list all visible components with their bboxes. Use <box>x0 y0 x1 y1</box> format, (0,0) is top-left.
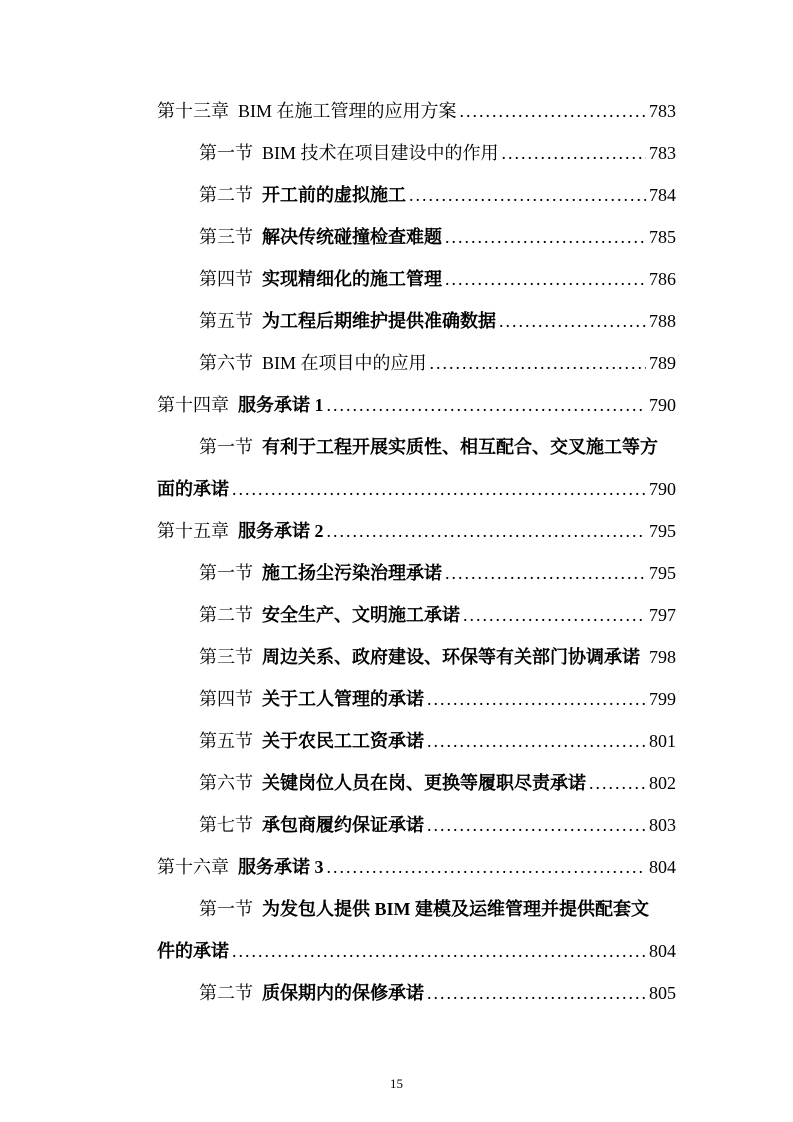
page-number: 15 <box>390 1076 403 1091</box>
toc-entry-label: 第六节 <box>199 353 253 373</box>
toc-entry-title: 施工扬尘污染治理承诺 <box>262 563 442 583</box>
table-of-contents <box>157 90 676 1014</box>
toc-entry-page-number: 803 <box>649 815 676 835</box>
toc-entry-title: 安全生产、文明施工承诺 <box>262 605 460 625</box>
toc-entry-label: 第三节 <box>199 227 253 247</box>
toc-entry-label: 第五节 <box>199 731 253 751</box>
toc-entry-page-number: 802 <box>649 773 676 793</box>
toc-entry-page-number: 795 <box>649 521 676 541</box>
toc-entry-page-number: 797 <box>649 605 676 625</box>
toc-entry[interactable] <box>157 888 676 930</box>
toc-entry-title: BIM 在项目中的应用 <box>262 353 427 373</box>
toc-entry-title: 实现精细化的施工管理 <box>262 269 442 289</box>
toc-entry[interactable] <box>157 384 676 426</box>
toc-entry[interactable] <box>157 300 676 342</box>
toc-entry-label: 第十六章 <box>157 857 229 877</box>
leader-dots <box>409 174 646 216</box>
toc-entry-title: 服务承诺 2 <box>238 521 324 541</box>
toc-entry-page-number: 789 <box>649 353 676 373</box>
toc-entry-label: 第十三章 <box>157 101 229 121</box>
toc-entry-title: BIM 技术在项目建设中的作用 <box>262 143 499 163</box>
leader-dots <box>427 720 646 762</box>
toc-entry-page-number: 783 <box>649 101 676 121</box>
leader-dots <box>232 468 646 510</box>
leader-dots <box>589 762 646 804</box>
leader-dots <box>463 594 646 636</box>
toc-entry[interactable] <box>157 846 676 888</box>
toc-entry-page-number: 786 <box>649 269 676 289</box>
toc-entry-label: 第七节 <box>199 815 253 835</box>
toc-entry[interactable] <box>157 972 676 1014</box>
toc-entry-title: 周边关系、政府建设、环保等有关部门协调承诺 <box>262 647 640 667</box>
toc-entry-title: 关于农民工工资承诺 <box>262 731 424 751</box>
toc-entry[interactable] <box>157 720 676 762</box>
toc-entry-page-number: 804 <box>649 857 676 877</box>
toc-entry[interactable] <box>157 342 676 384</box>
toc-entry[interactable] <box>157 216 676 258</box>
leader-dots <box>327 384 647 426</box>
toc-entry[interactable] <box>157 90 676 132</box>
toc-entry-label: 第一节 <box>199 563 253 583</box>
toc-entry-page-number: 805 <box>649 983 676 1003</box>
toc-entry-page-number: 801 <box>649 731 676 751</box>
toc-entry[interactable] <box>157 762 676 804</box>
toc-entry-label: 第十五章 <box>157 521 229 541</box>
toc-entry-title: BIM 在施工管理的应用方案 <box>238 101 457 121</box>
toc-entry-page-number: 783 <box>649 143 676 163</box>
toc-entry[interactable] <box>157 258 676 300</box>
toc-entry-title: 关键岗位人员在岗、更换等履职尽责承诺 <box>262 773 586 793</box>
toc-entry-page-number: 790 <box>649 395 676 415</box>
toc-entry-label: 第一节 <box>199 437 253 457</box>
toc-entry-label: 第五节 <box>199 311 253 331</box>
toc-entry-page-number: 788 <box>649 311 676 331</box>
toc-entry-page-number: 804 <box>649 941 676 961</box>
toc-entry-label: 第二节 <box>199 605 253 625</box>
toc-entry-page-number: 785 <box>649 227 676 247</box>
toc-entry[interactable] <box>157 804 676 846</box>
toc-entry[interactable] <box>157 132 676 174</box>
toc-entry-label: 第十四章 <box>157 395 229 415</box>
leader-dots <box>445 216 646 258</box>
toc-entry-title: 服务承诺 1 <box>238 395 324 415</box>
toc-entry-label: 第一节 <box>199 899 253 919</box>
leader-dots <box>445 258 646 300</box>
leader-dots <box>499 300 646 342</box>
toc-entry[interactable] <box>157 552 676 594</box>
toc-entry-page-number: 784 <box>649 185 676 205</box>
toc-entry[interactable] <box>157 426 676 468</box>
toc-entry-title: 质保期内的保修承诺 <box>262 983 424 1003</box>
toc-entry-label: 第一节 <box>199 143 253 163</box>
leader-dots <box>427 678 646 720</box>
leader-dots <box>502 132 646 174</box>
toc-entry-continuation[interactable] <box>157 930 676 972</box>
toc-entry-title: 服务承诺 3 <box>238 857 324 877</box>
leader-dots <box>460 90 646 132</box>
toc-entry-label: 第四节 <box>199 689 253 709</box>
leader-dots <box>445 552 646 594</box>
toc-entry-title: 为发包人提供 BIM 建模及运维管理并提供配套文 <box>262 899 649 919</box>
toc-entry-label: 第二节 <box>199 983 253 1003</box>
leader-dots <box>327 846 647 888</box>
toc-entry-label: 第三节 <box>199 647 253 667</box>
toc-entry-continuation[interactable] <box>157 468 676 510</box>
toc-entry-title: 开工前的虚拟施工 <box>262 185 406 205</box>
toc-entry-title: 承包商履约保证承诺 <box>262 815 424 835</box>
toc-entry-title: 有利于工程开展实质性、相互配合、交叉施工等方 <box>262 437 658 457</box>
toc-entry[interactable] <box>157 636 676 678</box>
toc-entry-page-number: 795 <box>649 563 676 583</box>
toc-entry-title: 为工程后期维护提供准确数据 <box>262 311 496 331</box>
page-footer <box>0 1076 793 1092</box>
toc-entry-label: 第四节 <box>199 269 253 289</box>
toc-entry-title: 件的承诺 <box>157 941 229 961</box>
leader-dots <box>232 930 646 972</box>
toc-entry-title: 关于工人管理的承诺 <box>262 689 424 709</box>
toc-entry-page-number: 790 <box>649 479 676 499</box>
toc-entry-title: 面的承诺 <box>157 479 229 499</box>
toc-entry-label: 第六节 <box>199 773 253 793</box>
leader-dots <box>430 342 646 384</box>
toc-entry-label: 第二节 <box>199 185 253 205</box>
toc-entry-page-number: 799 <box>649 689 676 709</box>
leader-dots <box>427 804 646 846</box>
leader-dots <box>427 972 646 1014</box>
toc-entry[interactable] <box>157 174 676 216</box>
toc-entry-page-number: 798 <box>649 647 676 667</box>
toc-entry[interactable] <box>157 678 676 720</box>
leader-dots <box>327 510 647 552</box>
toc-entry[interactable] <box>157 510 676 552</box>
toc-entry[interactable] <box>157 594 676 636</box>
toc-entry-title: 解决传统碰撞检查难题 <box>262 227 442 247</box>
